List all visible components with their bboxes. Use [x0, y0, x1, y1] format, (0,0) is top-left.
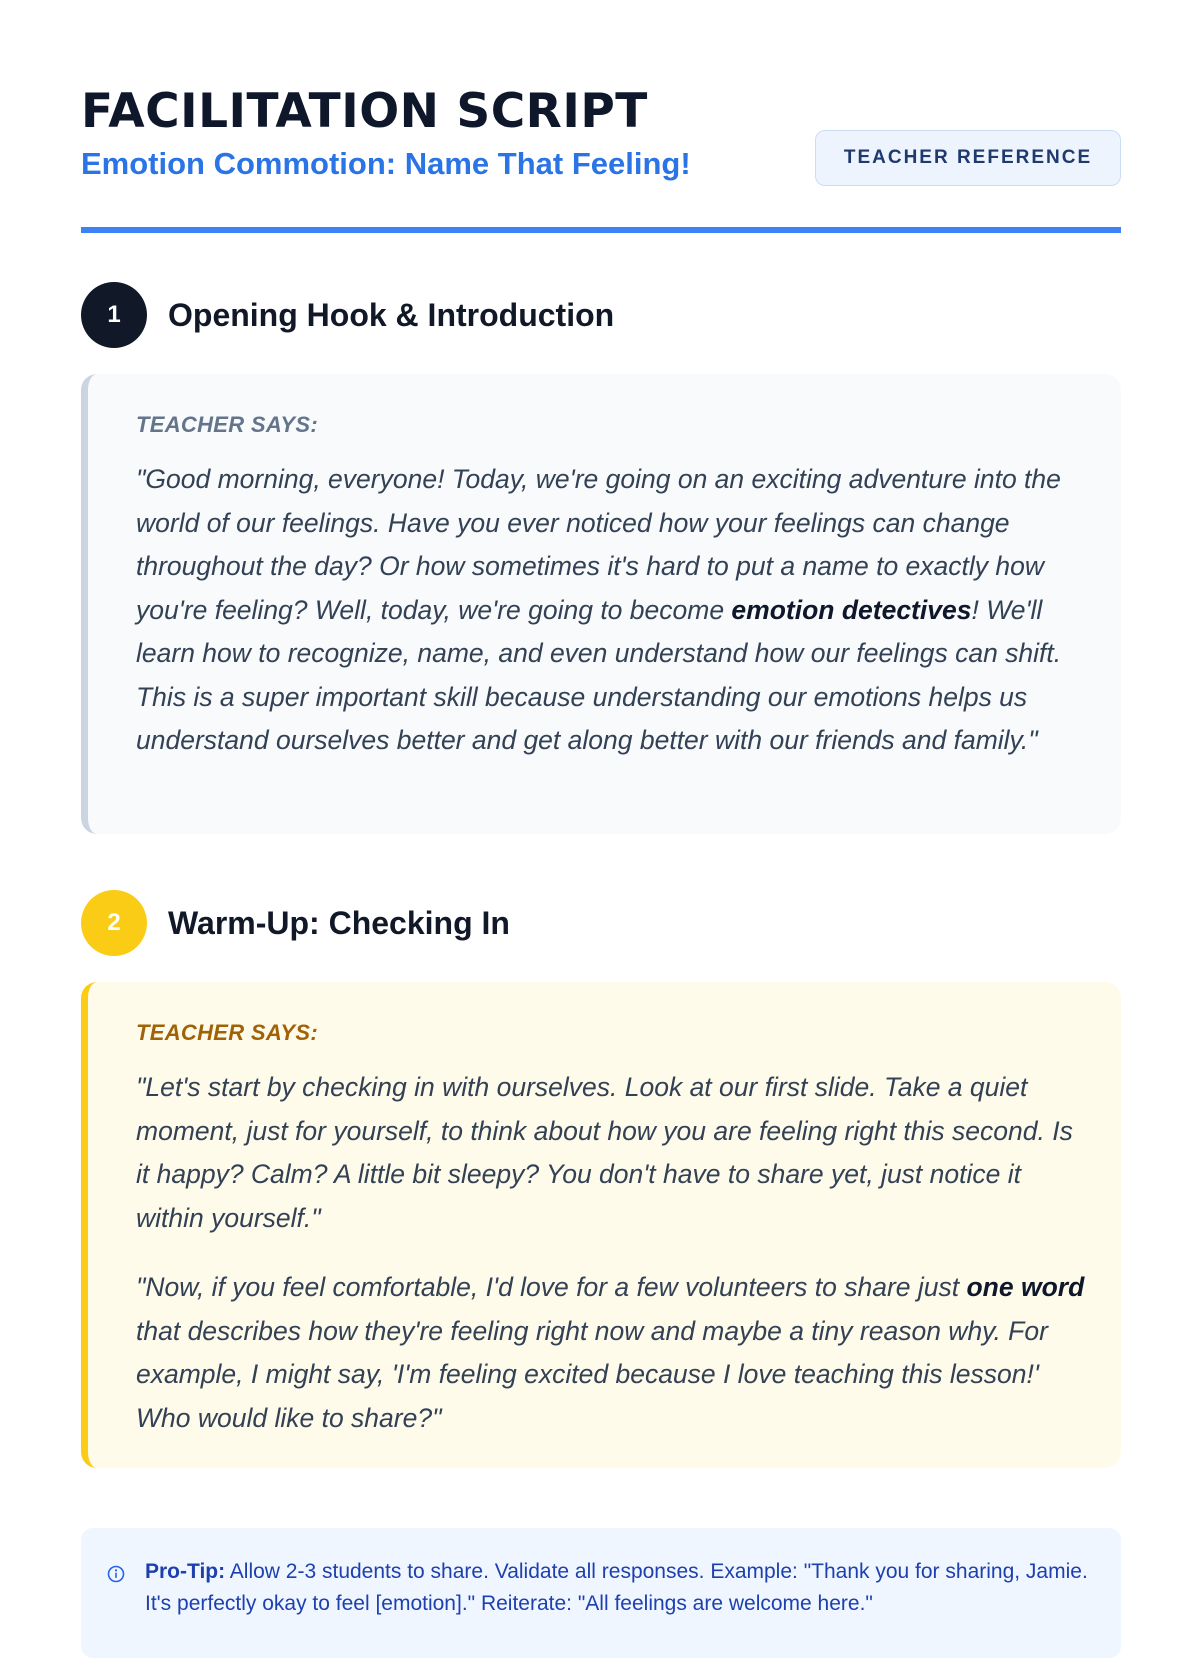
quote-text: ! We'll learn how to recognize, name, and even understand how our feelings can shift. This is a super important skill because understanding our emotions helps us understand ourselves better and get along better with our friends and family."	[136, 594, 1062, 755]
teacher-says-label: TEACHER SAYS:	[136, 1020, 318, 1045]
teacher-quote	[136, 458, 1085, 763]
quote-text: "Good morning, everyone! Today, we're going on an exciting adventure into the world of our feelings. Have you ever noticed how your feelings can change throughout the day? Or how sometimes it's hard to put a name to exactly how you're feeling? Well, today, we're going to become	[136, 464, 1061, 625]
section-title: Warm-Up: Checking In	[168, 904, 510, 941]
step-number-badge: 2	[81, 890, 147, 956]
teacher-reference-badge: TEACHER REFERENCE	[815, 130, 1121, 186]
lesson-subtitle: Emotion Commotion: Name That Feeling!	[81, 146, 691, 181]
section-title: Opening Hook & Introduction	[168, 296, 615, 333]
step-number-badge: 1	[81, 282, 147, 348]
header-divider	[81, 227, 1121, 233]
teacher-script-card	[81, 374, 1121, 834]
info-icon	[107, 1565, 125, 1583]
facilitation-script-page	[81, 0, 1121, 1615]
pro-tip-text	[145, 1556, 1091, 1620]
quote-text: that describes how they're feeling right now and maybe a tiny reason why. For example, I might say, 'I'm feeling excited because I love teaching this lesson!' Who would like to share?"	[136, 1315, 1048, 1433]
quote-emphasis: one word	[966, 1272, 1085, 1302]
pro-tip-label: Pro-Tip:	[145, 1560, 226, 1583]
teacher-quote	[136, 1266, 1085, 1440]
teacher-script-card	[81, 982, 1121, 1468]
document-header	[81, 0, 1121, 234]
section-1-header	[81, 282, 614, 348]
pro-tip-box	[81, 1528, 1121, 1658]
quote-emphasis: emotion detectives	[731, 594, 972, 625]
pro-tip-body: Allow 2-3 students to share. Validate all responses. Example: "Thank you for sharing, Jamie. It's perfectly okay to feel [emotion]." Reiterate: "All feelings are welcome here."	[145, 1560, 1088, 1615]
quote-text: "Now, if you feel comfortable, I'd love for a few volunteers to share just	[136, 1272, 967, 1302]
teacher-says-label: TEACHER SAYS:	[136, 412, 318, 437]
document-title: FACILITATION SCRIPT	[81, 84, 648, 139]
teacher-quote: "Let's start by checking in with ourselves. Look at our first slide. Take a quiet moment, just for yourself, to think about how you are feeling right this second. Is it happy? Calm? A little bit sleepy? You don't have to share yet, just notice it within yourself."	[136, 1072, 1073, 1233]
section-2-header	[81, 890, 510, 956]
